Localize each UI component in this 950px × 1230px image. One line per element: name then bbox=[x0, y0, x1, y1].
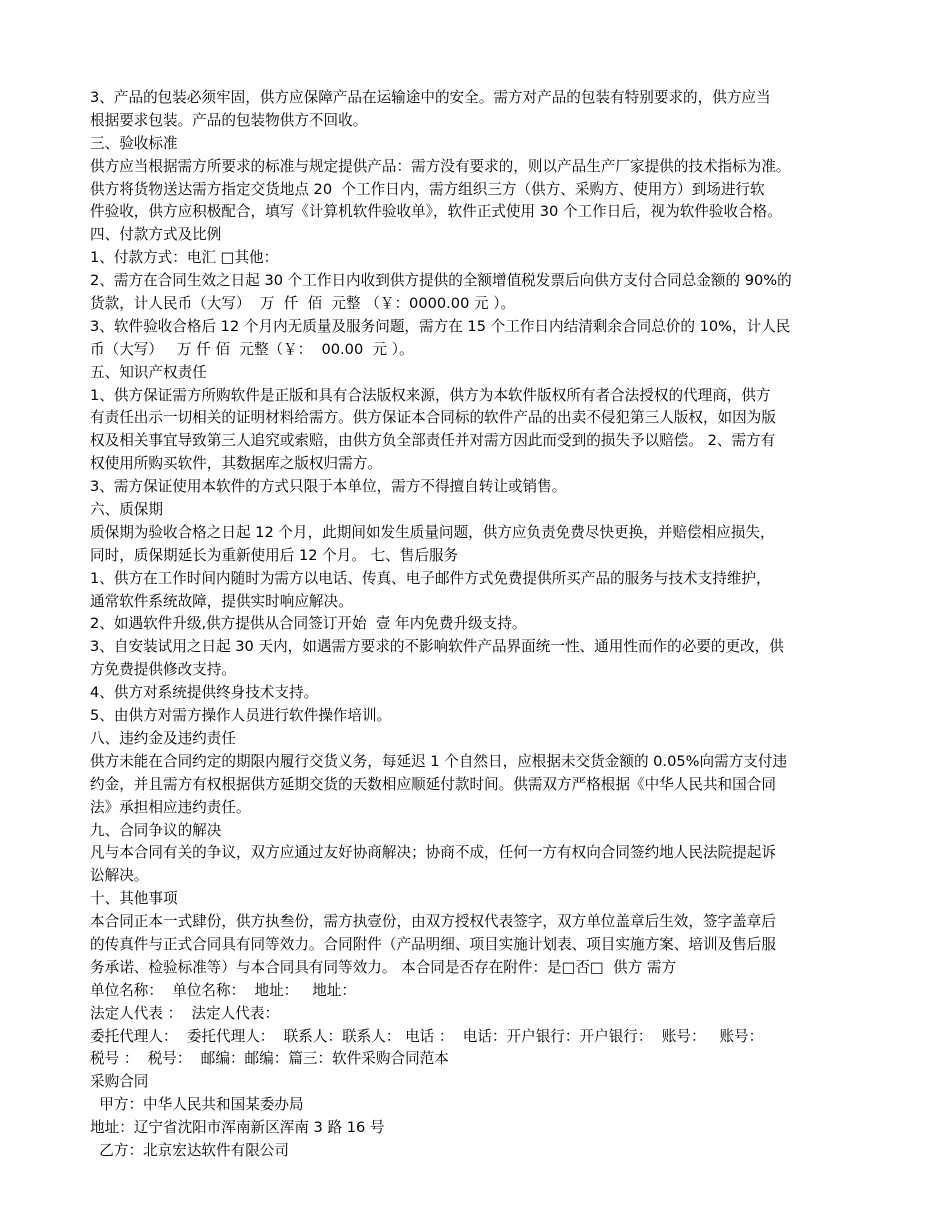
text-line: 同时，质保期延长为重新使用后 12 个月。 七、售后服务 bbox=[90, 546, 459, 564]
section-heading: 六、质保期 bbox=[90, 501, 163, 519]
text-line: 供方应当根据需方所要求的标准与规定提供产品：需方没有要求的，则以产品生产厂家提供的技术指标为准。 bbox=[90, 157, 791, 175]
text-line: 3、自安装试用之日起 30 天内，如遇需方要求的不影响软件产品界面统一性、通用性而作的必要的更改，供 bbox=[90, 638, 784, 656]
text-line: 甲方：中华人民共和国某委办局 bbox=[90, 1096, 304, 1114]
text-line: 根据要求包装。产品的包装物供方不回收。 bbox=[90, 111, 368, 129]
document-body bbox=[90, 87, 865, 1163]
text-line: 3、需方保证使用本软件的方式只限于本单位，需方不得擅自转让或销售。 bbox=[90, 478, 567, 496]
section-heading: 九、合同争议的解决 bbox=[90, 821, 222, 839]
text-line: 2、如遇软件升级,供方提供从合同签订开始 壹 年内免费升级支持。 bbox=[90, 615, 527, 633]
text-line: 权及相关事宜导致第三人追究或索赔，由供方负全部责任并对需方因此而受到的损失予以赔偿。 2、需方有 bbox=[90, 432, 776, 450]
text-line: 通常软件系统故障，提供实时响应解决。 bbox=[90, 592, 353, 610]
text-line: 1、供方保证需方所购软件是正版和具有合法版权来源，供方为本软件版权所有者合法授权的代理商，供方 bbox=[90, 386, 771, 404]
text-line: 方免费提供修改支持。 bbox=[90, 661, 236, 679]
text-line: 的传真件与正式合同具有同等效力。合同附件（产品明细、项目实施计划表、项目实施方案、培训及售后服 bbox=[90, 935, 776, 953]
text-line: 4、供方对系统提供终身技术支持。 bbox=[90, 684, 319, 702]
section-heading: 三、验收标准 bbox=[90, 134, 178, 152]
section-heading: 四、付款方式及比例 bbox=[90, 226, 222, 244]
text-line: 务承诺、检验标准等）与本合同具有同等效力。 本合同是否存在附件：是□否□ 供方 需方 bbox=[90, 958, 677, 976]
text-line: 供方未能在合同约定的期限内履行交货义务，每延迟 1 个自然日，应根据未交货金额的 0.05%向需方支付违 bbox=[90, 752, 788, 770]
text-line: 供方将货物送达需方指定交货地点 20 个工作日内，需方组织三方（供方、采购方、使用方）到场进行软 bbox=[90, 180, 765, 198]
section-heading: 采购合同 bbox=[90, 1073, 149, 1091]
text-line: 1、付款方式：电汇 □其他： bbox=[90, 249, 279, 267]
text-line: 约金，并且需方有权根据供方延期交货的天数相应顺延付款时间。供需双方严格根据《中华人民共和国合同 bbox=[90, 775, 776, 793]
text-line: 5、由供方对需方操作人员进行软件操作培训。 bbox=[90, 707, 392, 725]
text-line: 地址：辽宁省沈阳市浑南新区浑南 3 路 16 号 bbox=[90, 1119, 385, 1137]
text-line: 3、软件验收合格后 12 个月内无质量及服务问题，需方在 15 个工作日内结清剩余合同总价的 10%，计人民 bbox=[90, 317, 791, 335]
text-line: 单位名称： 单位名称： 地址： 地址： bbox=[90, 981, 356, 999]
section-heading: 八、违约金及违约责任 bbox=[90, 729, 236, 747]
text-line: 法定人代表 ： 法定人代表： bbox=[90, 1004, 280, 1022]
text-line: 1、供方在工作时间内随时为需方以电话、传真、电子邮件方式免费提供所买产品的服务与技术支持维护， bbox=[90, 569, 771, 587]
text-line: 币（大写） 万 仟 佰 元整（￥： 00.00 元 ）。 bbox=[90, 340, 414, 358]
text-line: 本合同正本一式肆份，供方执叁份，需方执壹份，由双方授权代表签字，双方单位盖章后生效，签字盖章后 bbox=[90, 913, 776, 931]
text-line: 有责任出示一切相关的证明材料给需方。供方保证本合同标的软件产品的出卖不侵犯第三人版权，如因为版 bbox=[90, 409, 776, 427]
section-heading: 五、知识产权责任 bbox=[90, 363, 207, 381]
text-line: 件验收，供方应积极配合，填写《计算机软件验收单》，软件正式使用 30 个工作日后，视为软件验收合格。 bbox=[90, 203, 782, 221]
text-line: 权使用所购买软件，其数据库之版权归需方。 bbox=[90, 455, 382, 473]
text-line: 2、需方在合同生效之日起 30 个工作日内收到供方提供的全额增值税发票后向供方支付合同总金额的 90%的 bbox=[90, 272, 792, 290]
text-line: 税号 ： 税号： 邮编：邮编：篇三：软件采购合同范本 bbox=[90, 1050, 449, 1068]
text-line: 货款，计人民币（大写） 万 仟 佰 元整 （￥：0000.00 元 ）。 bbox=[90, 295, 516, 313]
text-line: 讼解决。 bbox=[90, 867, 149, 885]
text-line: 法》承担相应违约责任。 bbox=[90, 798, 251, 816]
text-line: 3、产品的包装必须牢固，供方应保障产品在运输途中的安全。需方对产品的包装有特别要求的，供方应当 bbox=[90, 89, 771, 106]
text-line: 乙方：北京宏达软件有限公司 bbox=[90, 1141, 289, 1159]
text-line: 质保期为验收合格之日起 12 个月，此期间如发生质量问题，供方应负责免费尽快更换，并赔偿相应损失， bbox=[90, 523, 775, 541]
section-heading: 十、其他事项 bbox=[90, 890, 178, 908]
text-line: 凡与本合同有关的争议，双方应通过友好协商解决；协商不成，任何一方有权向合同签约地人民法院提起诉 bbox=[90, 844, 776, 862]
text-line: 委托代理人： 委托代理人： 联系人：联系人： 电话 ： 电话：开户银行：开户银行： 账号： 账号： bbox=[90, 1027, 764, 1045]
